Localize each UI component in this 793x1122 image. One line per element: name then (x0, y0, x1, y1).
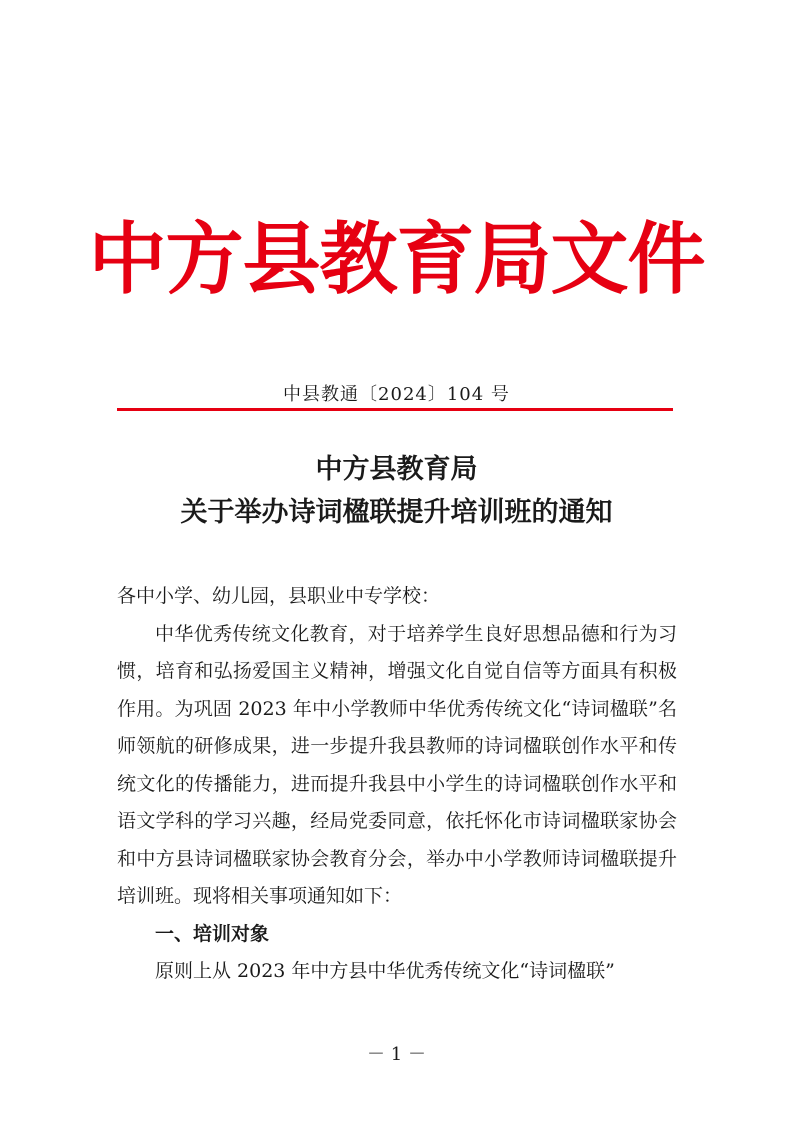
document-title-subject: 关于举办诗词楹联提升培训班的通知 (180, 497, 613, 528)
document-body (117, 578, 677, 991)
red-divider-line (117, 408, 673, 411)
salutation: 各中小学、幼儿园，县职业中专学校： (117, 585, 441, 607)
document-title-issuer: 中方县教育局 (315, 454, 478, 485)
section-heading-training-targets: 一、培训对象 (155, 922, 270, 945)
masthead-title: 中方县教育局文件 (88, 214, 705, 305)
body-paragraph-targets: 原则上从 2023 年中方县中华优秀传统文化“诗词楹联” (155, 960, 615, 982)
page-number: － 1 － (367, 1044, 426, 1065)
body-paragraph-intro: 中华优秀传统文化教育，对于培养学生良好思想品德和行为习惯，培育和弘扬爱国主义精神，增强文化自觉自信等方面具有积极作用。为巩固 2023 年中小学教师中华优秀传统文化“诗词楹联”名师领航的研修成果，进一步提升我县教师的诗词楹联创作水平和传统文化的传播能力，进而提升我县中小学生的诗词楹联创作水平和语文学科的学习兴趣，经局党委同意，依托怀化市诗词楹联家协会和中方县诗词楹联家协会教育分会，举办中小学教师诗词楹联提升培训班。现将相关事项通知如下： (117, 622, 677, 907)
document-number: 中县教通〔2024〕104 号 (283, 384, 510, 405)
